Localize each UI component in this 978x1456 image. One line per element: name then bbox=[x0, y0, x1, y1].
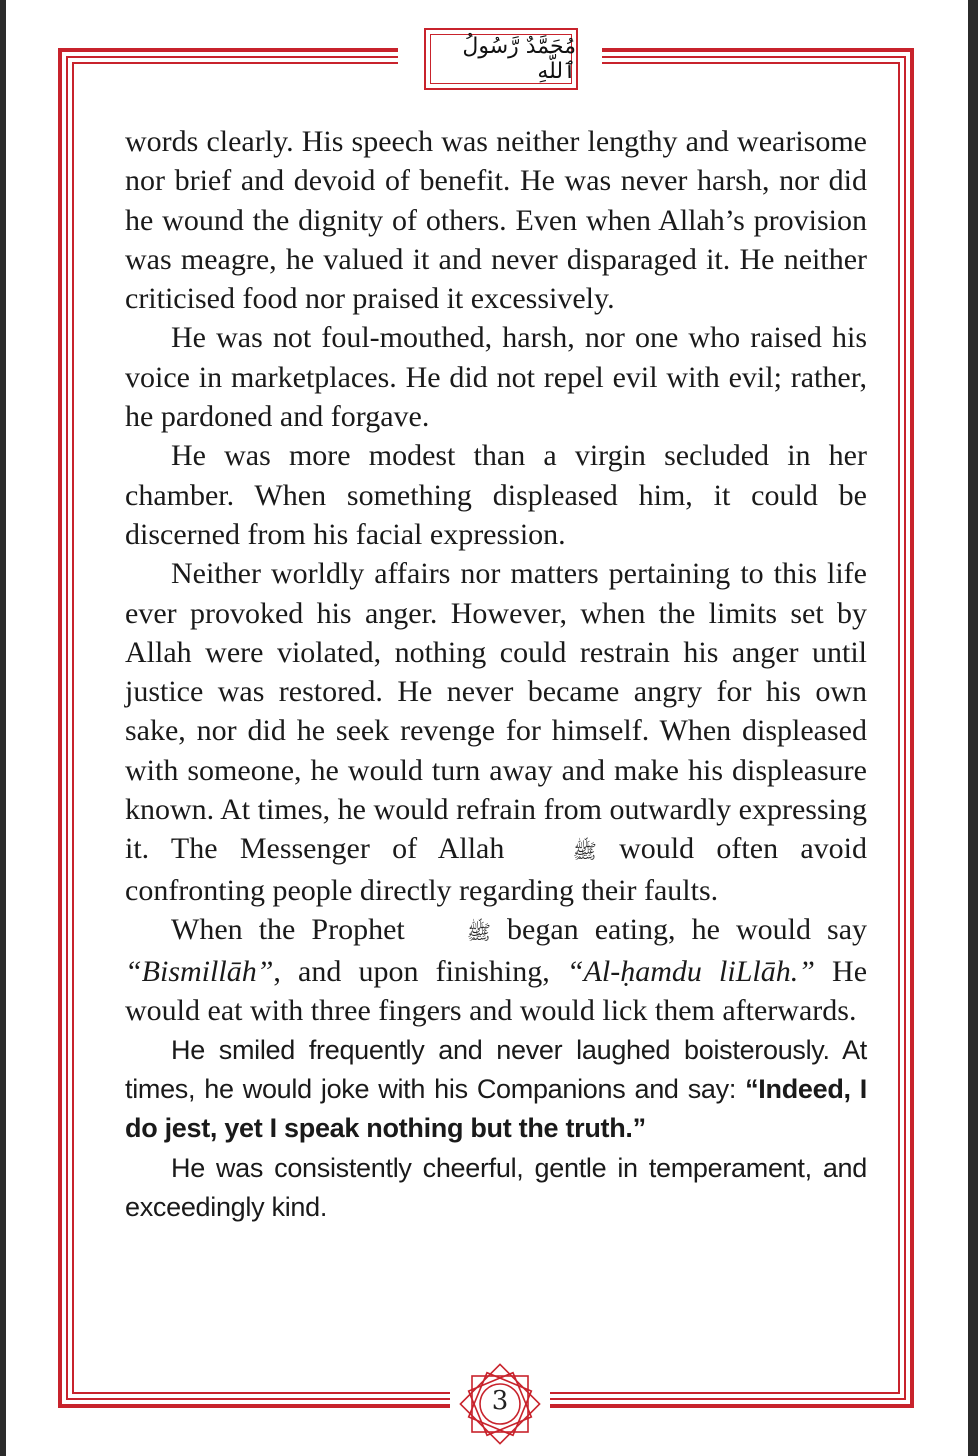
paragraph-5 bbox=[125, 910, 867, 1030]
paragraph-3-text: He was more modest than a virgin secluded in her chamber. When something displeased him, it could be discerned from his facial expression. bbox=[125, 439, 867, 551]
document-page bbox=[6, 0, 968, 1456]
alhamdu-phrase: “Al-ḥamdu liLlāh.” bbox=[566, 955, 815, 989]
paragraph-7-text: He was consistently cheerful, gentle in temperament, and exceedingly kind. bbox=[125, 1152, 867, 1222]
paragraph-1 bbox=[125, 122, 867, 318]
paragraph-1-text: words clearly. His speech was neither lengthy and wearisome nor brief and devoid of benefit. He was never harsh, nor did he wound the dignity of others. Even when Allah’s provision was meagre, he valued it and never disparaged it. He neither criticised food nor praised it excessively. bbox=[125, 125, 867, 316]
hadith-quote: “Indeed, I do jest, yet I speak nothing but the truth.” bbox=[125, 1074, 867, 1144]
body-text bbox=[125, 122, 867, 1227]
paragraph-4 bbox=[125, 554, 867, 910]
paragraph-4-text-a: Neither worldly affairs nor matters pertaining to this life ever provoked his anger. However, when the limits set by Allah were violated, nothing could restrain his anger until justice was restored. He never became angry for his own sake, nor did he seek revenge for himself. When displeased with someone, he would turn away and make his displeasure known. At times, he would refrain from outwardly expressing it. The Messenger of Allah bbox=[125, 557, 867, 866]
paragraph-7 bbox=[125, 1149, 867, 1228]
salawat-glyph: ﷺ bbox=[466, 919, 491, 944]
paragraph-6-text: He smiled frequently and never laughed boisterously. At times, he would joke with his Companions and say: bbox=[125, 1034, 867, 1105]
paragraph-3 bbox=[125, 436, 867, 554]
paragraph-4-text-b: would often avoid confronting people directly regarding their faults. bbox=[125, 832, 868, 908]
paragraph-5-text-a: When the Prophet bbox=[171, 913, 405, 947]
calligraphy-text: مُحَمَّدٌ رَّسُولُ ٱللَّهِ bbox=[462, 34, 576, 84]
paragraph-6 bbox=[125, 1031, 867, 1149]
page-number: 3 bbox=[491, 1386, 509, 1416]
paragraph-2-text: He was not foul-mouthed, harsh, nor one who raised his voice in marketplaces. He did not repel evil with evil; rather, he pardoned and forgave. bbox=[125, 321, 867, 434]
paragraph-5-text-c: , and upon finishing, bbox=[273, 955, 550, 989]
header-calligraphy-box bbox=[424, 28, 578, 90]
paragraph-5-text-b: began eating, he would say bbox=[507, 913, 868, 947]
paragraph-2 bbox=[125, 318, 867, 436]
paragraph-5-text-d: He would eat with three fingers and would lick them afterwards. bbox=[125, 955, 868, 1028]
bismillah-phrase: “Bismillāh” bbox=[125, 955, 274, 989]
salawat-glyph: ﷺ bbox=[572, 838, 597, 863]
